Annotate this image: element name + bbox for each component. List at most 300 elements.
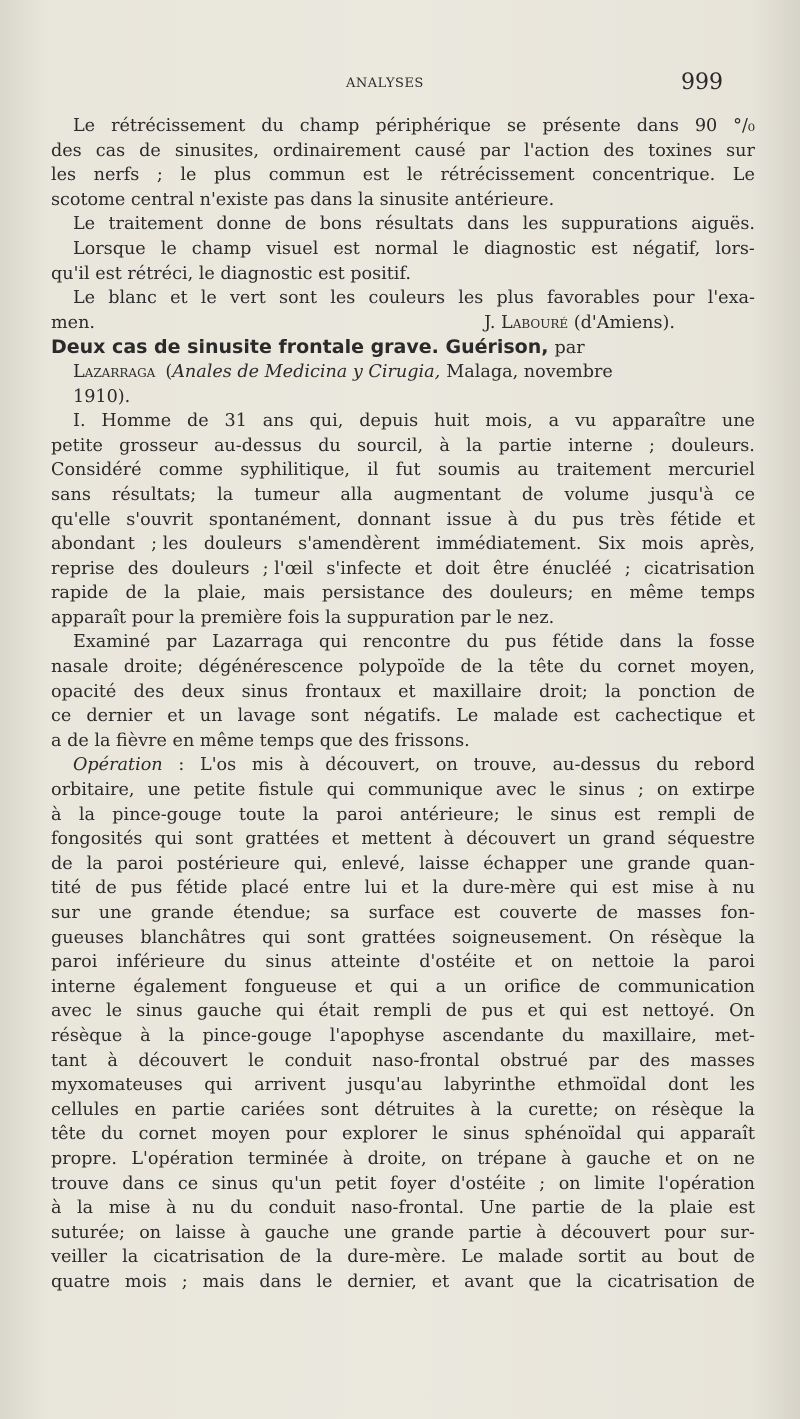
word: orifice xyxy=(504,976,561,997)
word: fétide xyxy=(552,632,604,653)
article-author: Lazarraga xyxy=(73,361,156,382)
word: à xyxy=(51,804,62,825)
word: ce xyxy=(734,484,755,505)
word: sur xyxy=(726,140,755,161)
word: blanc xyxy=(108,288,157,309)
word: I. xyxy=(73,411,86,432)
word: dure-mère. xyxy=(347,1247,447,1268)
word: résultats xyxy=(375,214,454,235)
word: maxillaire xyxy=(432,681,522,702)
word: sortit xyxy=(578,1247,627,1268)
word: fongosités xyxy=(51,829,143,850)
word: et xyxy=(431,1271,450,1292)
word: le xyxy=(432,1124,449,1145)
article-source-journal: Anales de Medicina y Cirugia, xyxy=(172,361,441,382)
word: nettoyé. xyxy=(642,1001,715,1022)
word: grattées xyxy=(245,829,320,850)
word: tant xyxy=(51,1050,87,1071)
body-text xyxy=(51,114,755,1295)
word: partie xyxy=(468,1222,522,1243)
word: de xyxy=(733,804,755,825)
word: et xyxy=(737,706,755,727)
word: les xyxy=(458,288,484,309)
word: étendue; xyxy=(232,903,312,923)
word: présente xyxy=(542,116,621,136)
word: découvert xyxy=(138,1050,228,1071)
word: de xyxy=(186,411,209,432)
word: sont xyxy=(279,288,318,309)
word: détruites xyxy=(374,1099,455,1120)
word: laisse xyxy=(175,1222,226,1243)
word: sinus xyxy=(578,780,625,801)
word: découvert, xyxy=(325,755,421,776)
word: interne xyxy=(51,976,116,997)
italic-lead: Opération xyxy=(73,755,163,776)
word: à xyxy=(707,878,719,899)
word: on xyxy=(551,952,573,973)
word: sont xyxy=(306,927,345,948)
word: et xyxy=(398,681,416,702)
word: On xyxy=(729,1001,755,1022)
word: masses xyxy=(690,1050,755,1071)
word: à xyxy=(470,1099,481,1120)
word: qui xyxy=(636,1124,665,1145)
word: vu xyxy=(574,411,597,432)
word: dans xyxy=(619,632,662,653)
word: à xyxy=(51,1198,62,1219)
word: pour xyxy=(285,1124,327,1145)
word: douleurs; xyxy=(489,583,574,604)
word: qu'elle xyxy=(51,509,111,530)
word: pus xyxy=(481,1001,514,1022)
word: l'action xyxy=(523,140,590,161)
word: des xyxy=(441,583,473,604)
word: on xyxy=(558,1173,581,1194)
word: le xyxy=(180,165,197,186)
word: sont xyxy=(320,1099,359,1120)
word: était xyxy=(318,1001,360,1022)
word: la xyxy=(302,804,319,825)
word: on xyxy=(435,755,458,776)
word: Homme xyxy=(101,411,172,432)
word: partie xyxy=(498,435,552,456)
word: sur- xyxy=(720,1222,755,1243)
article-source-open: ( xyxy=(165,361,173,382)
word: de xyxy=(139,140,161,161)
word: de xyxy=(279,1247,302,1268)
word: on xyxy=(440,1148,463,1169)
word: la xyxy=(673,952,690,973)
word: grosseur xyxy=(119,435,198,456)
word: mois xyxy=(124,1271,167,1292)
word: L'opération xyxy=(131,1148,234,1169)
word: ; xyxy=(181,1271,188,1292)
text-line xyxy=(51,606,755,631)
text-line xyxy=(51,1098,755,1123)
word: qui xyxy=(318,632,348,653)
word: les xyxy=(51,165,77,186)
signature-place: (d'Amiens). xyxy=(568,312,675,333)
word: les xyxy=(330,288,356,309)
word: blanchâtres xyxy=(140,927,246,948)
word: pince-gouge xyxy=(202,1025,312,1046)
word: rétrécissement xyxy=(111,116,246,136)
text-line xyxy=(51,999,755,1024)
word: causé xyxy=(414,140,466,161)
word: ; xyxy=(624,558,631,579)
word: tête xyxy=(529,657,565,678)
text-line xyxy=(51,1196,755,1221)
word: doit xyxy=(445,558,480,579)
word: ordinairement xyxy=(272,140,401,161)
word: commun xyxy=(268,165,346,186)
word: de xyxy=(596,903,618,923)
word: malade xyxy=(493,706,559,727)
word: énucléé xyxy=(542,558,612,579)
word: cornet xyxy=(138,1124,197,1145)
word: le xyxy=(200,288,217,309)
word: le xyxy=(549,780,566,801)
word: du xyxy=(466,632,490,653)
word: rétrécissement xyxy=(440,165,575,186)
word: opacité xyxy=(51,681,117,702)
word: après, xyxy=(699,534,755,555)
word: la xyxy=(677,632,694,653)
word: on xyxy=(614,1099,637,1120)
word: huit xyxy=(433,411,470,432)
word: depuis xyxy=(359,411,419,432)
word: douleurs xyxy=(203,534,282,555)
word: spontanément, xyxy=(208,509,342,530)
word: la xyxy=(637,1198,654,1219)
text-line xyxy=(51,729,755,754)
word: jusqu'au xyxy=(347,1075,423,1096)
text-line xyxy=(51,532,755,557)
word: est xyxy=(591,238,618,259)
word: conduit xyxy=(268,1198,336,1219)
word: limite xyxy=(594,1173,646,1194)
word: sur xyxy=(51,903,80,923)
word: Le xyxy=(732,165,755,186)
word: en xyxy=(134,1099,157,1120)
word: de xyxy=(284,214,307,235)
text-line xyxy=(51,1049,755,1074)
article-title-line-2 xyxy=(51,360,755,385)
word: tête xyxy=(51,1124,86,1145)
word: le xyxy=(105,1001,123,1022)
word: la xyxy=(497,657,514,678)
word: le xyxy=(406,165,423,186)
word: extirpe xyxy=(691,780,755,801)
word: est xyxy=(611,878,639,899)
article-title-line-3 xyxy=(51,385,755,410)
word: couverte xyxy=(499,903,578,923)
word: placé xyxy=(241,878,290,899)
word: négatifs. xyxy=(363,706,442,727)
word: sinus xyxy=(265,952,312,973)
text-line xyxy=(51,753,755,778)
word: sourcil, xyxy=(356,435,424,456)
word: foyer xyxy=(390,1173,436,1194)
word: au xyxy=(517,460,540,481)
word: du xyxy=(261,116,284,136)
word: douleurs. xyxy=(671,435,755,456)
word: dégénérescence xyxy=(198,657,344,678)
word: périphérique xyxy=(375,116,492,136)
word: sphénoïdal xyxy=(524,1124,622,1145)
word: et xyxy=(414,558,433,579)
word: rencontre xyxy=(362,632,451,653)
word: communication xyxy=(617,976,755,997)
word: le xyxy=(452,238,469,259)
article-source-place: Malaga, novembre xyxy=(446,361,613,382)
word: des xyxy=(127,558,159,579)
word: avec xyxy=(495,780,537,801)
word: fétide xyxy=(670,509,722,530)
word: partie xyxy=(531,1198,586,1219)
word: qui xyxy=(559,1001,588,1022)
text-line xyxy=(51,1172,755,1197)
word: de xyxy=(521,484,544,505)
word: ans xyxy=(262,411,294,432)
word: du xyxy=(230,1198,253,1219)
word: ; xyxy=(156,165,163,186)
word: qu'un xyxy=(271,1173,322,1194)
word: nu xyxy=(192,1198,215,1219)
word: dans xyxy=(636,116,679,136)
word: de xyxy=(600,1198,623,1219)
word: abondant xyxy=(51,534,135,555)
word: Lazarraga xyxy=(212,632,304,653)
word: et xyxy=(737,509,755,530)
word: tumeur xyxy=(254,484,320,505)
word: des xyxy=(639,1050,670,1071)
text-line xyxy=(51,557,755,582)
word: et xyxy=(167,706,185,727)
word: un xyxy=(199,706,223,727)
word: la xyxy=(77,1198,94,1219)
word: la xyxy=(738,1099,755,1120)
word: vert xyxy=(229,288,266,309)
signature xyxy=(484,311,675,336)
word: s'ouvrit xyxy=(126,509,194,530)
word: fétide xyxy=(176,878,228,899)
word: pus xyxy=(572,509,604,530)
word: interne xyxy=(568,435,633,456)
word: fon- xyxy=(720,903,755,923)
word: sinus xyxy=(241,681,288,702)
word: pour xyxy=(664,1222,706,1243)
word: cas xyxy=(95,140,126,161)
word: cicatrisation xyxy=(607,1271,719,1292)
word: ; les xyxy=(151,534,188,555)
word: naso-frontal xyxy=(372,1050,480,1071)
text-line xyxy=(51,876,755,901)
word: conduit xyxy=(284,1050,352,1071)
word: négatif, xyxy=(632,238,701,259)
word: un xyxy=(463,976,487,997)
word: terminée xyxy=(248,1148,329,1169)
word: moyen, xyxy=(690,657,755,678)
word: entre xyxy=(302,878,351,899)
word: très xyxy=(619,509,655,530)
intro-section xyxy=(51,114,755,335)
word: droite; xyxy=(123,657,184,678)
word: de xyxy=(51,853,73,874)
word: de xyxy=(578,976,601,997)
word: paroi xyxy=(336,804,383,825)
word: Une xyxy=(479,1198,517,1219)
word: s'amendèrent xyxy=(298,534,420,555)
word: dernier xyxy=(86,706,153,727)
word: cariées xyxy=(240,1099,305,1120)
word: alla xyxy=(340,484,373,505)
word: toxines xyxy=(648,140,713,161)
word: sont xyxy=(195,829,234,850)
word: et xyxy=(527,1001,545,1022)
word: est xyxy=(728,1198,755,1219)
text-line xyxy=(51,680,755,705)
word: volume xyxy=(564,484,630,505)
word: est xyxy=(362,165,390,186)
text-line xyxy=(51,1073,755,1098)
word: est xyxy=(573,706,600,727)
word: myxomateuses xyxy=(51,1075,183,1096)
word: : xyxy=(178,755,185,776)
word: diagnostic xyxy=(483,238,577,259)
word: atteinte xyxy=(330,952,401,973)
line-text: a de la fièvre en même temps que des frissons. xyxy=(51,730,470,751)
word: enlevé, xyxy=(341,853,406,874)
word: quatre xyxy=(51,1271,110,1292)
word: est xyxy=(613,804,641,825)
text-line xyxy=(51,237,755,262)
word: à xyxy=(561,1148,572,1169)
word: et xyxy=(354,976,373,997)
word: jusqu'à xyxy=(650,484,714,505)
word: mercuriel xyxy=(668,460,755,481)
word: cicatrisation xyxy=(153,1247,265,1268)
word: cachectique xyxy=(614,706,723,727)
word: être xyxy=(492,558,530,579)
word: traitement xyxy=(556,460,651,481)
word: ethmoïdal xyxy=(557,1075,647,1096)
text-line xyxy=(51,778,755,803)
word: plus xyxy=(213,165,252,186)
word: propre. xyxy=(51,1148,117,1169)
word: obstrué xyxy=(499,1050,569,1071)
word: soigneusement. xyxy=(452,927,593,948)
word: par xyxy=(166,632,197,653)
text-line xyxy=(51,508,755,533)
word: grattées xyxy=(361,927,436,948)
word: à xyxy=(342,1148,354,1169)
word: ; xyxy=(539,1173,546,1194)
signature-name: Labouré xyxy=(501,312,569,333)
word: échapper xyxy=(483,853,567,874)
text-line xyxy=(51,409,755,434)
word: à xyxy=(239,1222,251,1243)
word: ascendante xyxy=(442,1025,545,1046)
word: à xyxy=(140,1025,151,1046)
word: à xyxy=(166,1198,177,1219)
word: antérieure; xyxy=(399,804,500,825)
word: cornet xyxy=(617,657,676,678)
word: cellules xyxy=(51,1099,119,1120)
word: ponction xyxy=(638,681,717,702)
word: met- xyxy=(714,1025,755,1046)
word: 90 xyxy=(694,116,718,136)
word: ce xyxy=(51,706,72,727)
word: résultats; xyxy=(111,484,197,505)
word: sinus xyxy=(550,804,597,825)
text-line xyxy=(51,139,755,164)
word: petite xyxy=(51,435,103,456)
word: la xyxy=(168,1025,185,1046)
word: droite, xyxy=(367,1148,427,1169)
word: plaie, xyxy=(197,583,247,604)
word: et xyxy=(170,288,188,309)
word: une xyxy=(721,411,755,432)
word: aiguës. xyxy=(691,214,755,235)
word: d'ostéite xyxy=(419,952,496,973)
word: il xyxy=(367,460,379,481)
word: grande xyxy=(390,1222,455,1243)
word: les xyxy=(729,1075,755,1096)
word: au-dessus xyxy=(213,435,302,456)
word: résèque xyxy=(651,927,723,948)
word: normal xyxy=(374,238,438,259)
word: favorables xyxy=(546,288,640,309)
word: Lorsque xyxy=(73,238,146,259)
word: trouve, xyxy=(473,755,537,776)
word: cicatrisation xyxy=(643,558,755,579)
word: partie xyxy=(171,1099,226,1120)
word: et xyxy=(331,829,350,850)
word: pour xyxy=(652,288,695,309)
word: dans xyxy=(122,1173,165,1194)
word: augmentant xyxy=(393,484,501,505)
word: du xyxy=(533,509,557,530)
word: la xyxy=(316,1247,333,1268)
word: lavage xyxy=(237,706,296,727)
word: sinus xyxy=(463,1124,510,1145)
word: on xyxy=(139,1222,162,1243)
word: persistance xyxy=(322,583,425,604)
word: des xyxy=(603,140,635,161)
text-line xyxy=(51,458,755,483)
word: une xyxy=(580,853,614,874)
word: Le xyxy=(461,1247,484,1268)
word: que xyxy=(528,1271,562,1292)
word: la xyxy=(86,853,103,874)
word: explorer xyxy=(341,1124,418,1145)
page-header xyxy=(0,70,800,100)
word: et xyxy=(514,952,533,973)
word: qui xyxy=(326,780,355,801)
word: ; xyxy=(637,780,644,801)
text-line xyxy=(51,975,755,1000)
text-line xyxy=(51,1024,755,1049)
article-title: Deux cas de sinusite frontale grave. Guérison, xyxy=(51,336,549,359)
word: à xyxy=(507,509,519,530)
word: est xyxy=(453,903,481,923)
word: sinus xyxy=(211,1173,259,1194)
word: droit; xyxy=(538,681,588,702)
word: mettent xyxy=(361,829,432,850)
word: gauche xyxy=(196,1001,262,1022)
word: orbitaire, xyxy=(51,780,135,801)
